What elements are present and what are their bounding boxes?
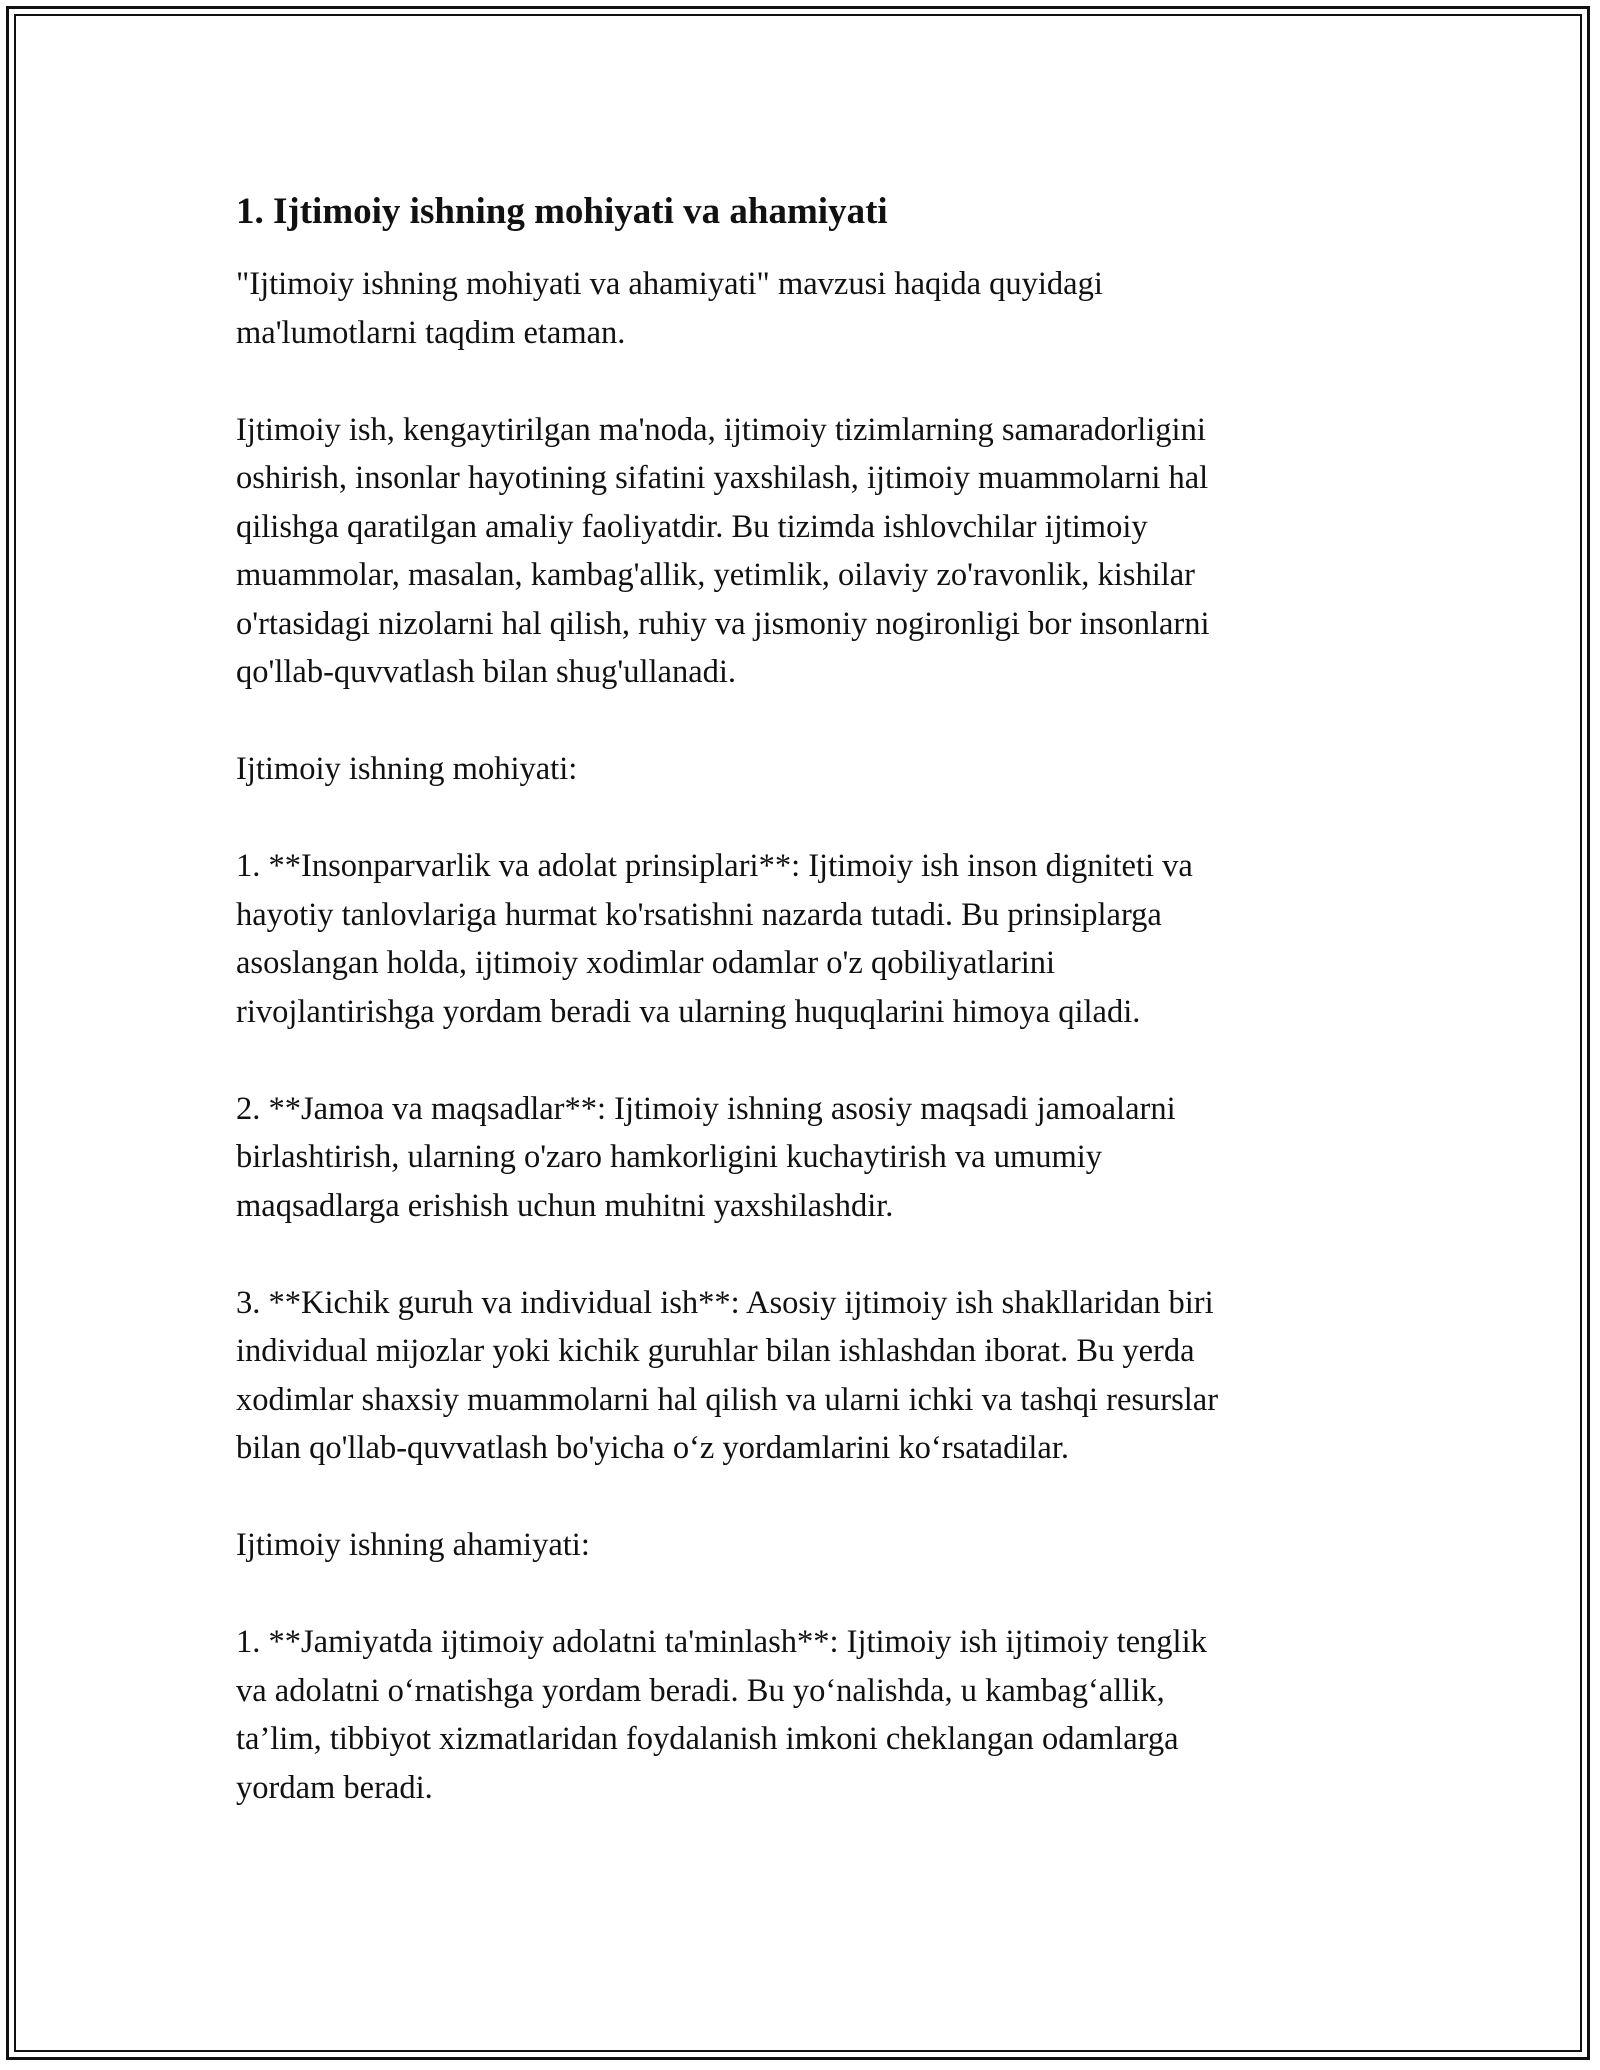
essence-subheading: Ijtimoiy ishning mohiyati: xyxy=(236,751,578,787)
essence-item-3: 3. **Kichik guruh va individual ish**: Asosiy ijtimoiy ish shakllaridan biri individual mijozlar yoki kichik guruhlar bilan ishlashdan iborat. Bu yerda xodimlar shaxsiy muammolarni hal qilish va ularni ichki va tashqi resurslar bilan qo'llab-quvvatlash bo'yicha o‘z yordamlarini ko‘rsatadilar. xyxy=(236,1284,1219,1466)
intro-paragraph: "Ijtimoiy ishning mohiyati va ahamiyati" mavzusi haqida quyidagi ma'lumotlarni taqdim etaman. xyxy=(236,266,1103,351)
paragraph-gap xyxy=(236,697,1366,746)
document-title: 1. Ijtimoiy ishning mohiyati va ahamiyati xyxy=(236,191,888,232)
paragraph-gap xyxy=(236,1570,1366,1619)
paragraph-gap xyxy=(236,1036,1366,1085)
paragraph-gap xyxy=(236,1473,1366,1522)
importance-item-1: 1. **Jamiyatda ijtimoiy adolatni ta'minlash**: Ijtimoiy ish ijtimoiy tenglik va adolatni o‘rnatishga yordam beradi. Bu yo‘nalishda, u kambag‘allik, ta’lim, tibbiyot xizmatlaridan foydalanish imkoni cheklangan odamlarga yordam beradi. xyxy=(236,1624,1207,1806)
paragraph-gap xyxy=(236,1230,1366,1279)
essence-item-2: 2. **Jamoa va maqsadlar**: Ijtimoiy ishning asosiy maqsadi jamoalarni birlashtirish, ularning o'zaro hamkorligini kuchaytirish va umumiy maqsadlarga erishish uchun muhitni yaxshilashdir. xyxy=(236,1090,1176,1224)
essence-item-1: 1. **Insonparvarlik va adolat prinsiplari**: Ijtimoiy ish inson digniteti va hayotiy tanlovlariga hurmat ko'rsatishni nazarda tutadi. Bu prinsiplarga asoslangan holda, ijtimoiy xodimlar odamlar o'z qobiliyatlarini rivojlantirishga yordam beradi va ularning huquqlarini himoya qiladi. xyxy=(236,848,1193,1030)
definition-paragraph: Ijtimoiy ish, kengaytirilgan ma'noda, ijtimoiy tizimlarning samaradorligini oshirish, insonlar hayotining sifatini yaxshilash, ijtimoiy muammolarni hal qilishga qaratilgan amaliy faoliyatdir. Bu tizimda ishlovchilar ijtimoiy muammolar, masalan, kambag'allik, yetimlik, oilaviy zo'ravonlik, kishilar o'rtasidagi nizolarni hal qilish, ruhiy va jismoniy nogironligi bor insonlarni qo'llab-quvvatlash bilan shug'ullanadi. xyxy=(236,411,1210,690)
paragraph-gap xyxy=(236,794,1366,843)
document-body xyxy=(236,190,1366,1812)
importance-subheading: Ijtimoiy ishning ahamiyati: xyxy=(236,1527,590,1563)
paragraph-gap xyxy=(236,357,1366,406)
